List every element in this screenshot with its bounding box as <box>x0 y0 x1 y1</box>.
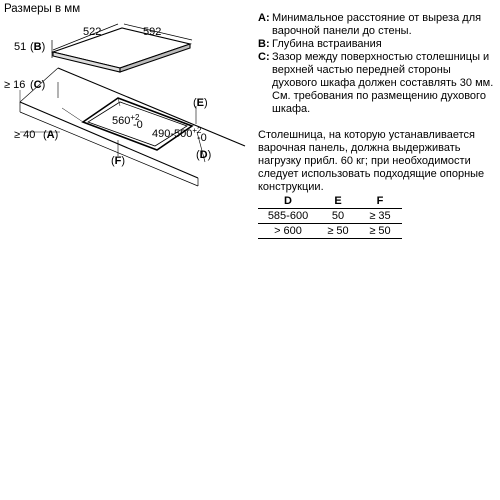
table-cell: 585-600 <box>258 209 318 224</box>
legend-notes <box>258 12 494 116</box>
label-c: (C) <box>30 79 46 91</box>
hob-drawing <box>52 24 192 72</box>
dim-560: $560^{+2}$ <box>112 113 140 127</box>
table-header-d: D <box>258 194 318 209</box>
note-c: C: Зазор между поверхностью столешницы и верхней частью передней стороны духового шкафа должен составлять 30 мм. См. требования по размещению духового шкафа. <box>258 51 494 115</box>
table-header-row <box>258 194 402 209</box>
table-cell: ≥ 50 <box>318 224 358 239</box>
note-a: A: Минимальное расстояние от выреза для варочной панели до стены. <box>258 12 482 37</box>
dim-490-500: $490-500^{+2}$ <box>152 126 202 140</box>
table-cell: ≥ 50 <box>358 224 402 239</box>
note-b: B: Глубина встраивания <box>258 38 382 50</box>
dim-ge16: ≥ 16 <box>4 79 26 91</box>
table-header-e: E <box>318 194 358 209</box>
table-cell: 50 <box>318 209 358 224</box>
cutout-dimension-drawing <box>0 0 255 200</box>
tol-560-minus: -0 <box>133 119 143 131</box>
dim-522: 522 <box>83 26 102 38</box>
table-row <box>258 209 402 224</box>
label-e: (E) <box>193 97 208 109</box>
tol-490-minus: -0 <box>197 132 207 144</box>
dim-51: 51 <box>14 41 27 53</box>
label-a: (A) <box>43 129 59 141</box>
dimension-table <box>258 194 402 239</box>
table-row <box>258 224 402 239</box>
table-cell: ≥ 35 <box>358 209 402 224</box>
label-d: (D) <box>196 149 212 161</box>
dim-ge40: ≥ 40 <box>14 129 36 141</box>
label-b: (B) <box>30 41 46 53</box>
label-f: (F) <box>111 155 126 167</box>
load-note: Столешница, на которую устанавливается варочная панель, должна выдерживать нагрузку прибл. 60 кг; при необходимости следует использовать подходящие опорные конструкции. <box>258 129 485 193</box>
table-header-f: F <box>358 194 402 209</box>
page-title: Размеры в мм <box>4 3 81 15</box>
dim-592: 592 <box>143 26 162 38</box>
table-cell: > 600 <box>258 224 318 239</box>
